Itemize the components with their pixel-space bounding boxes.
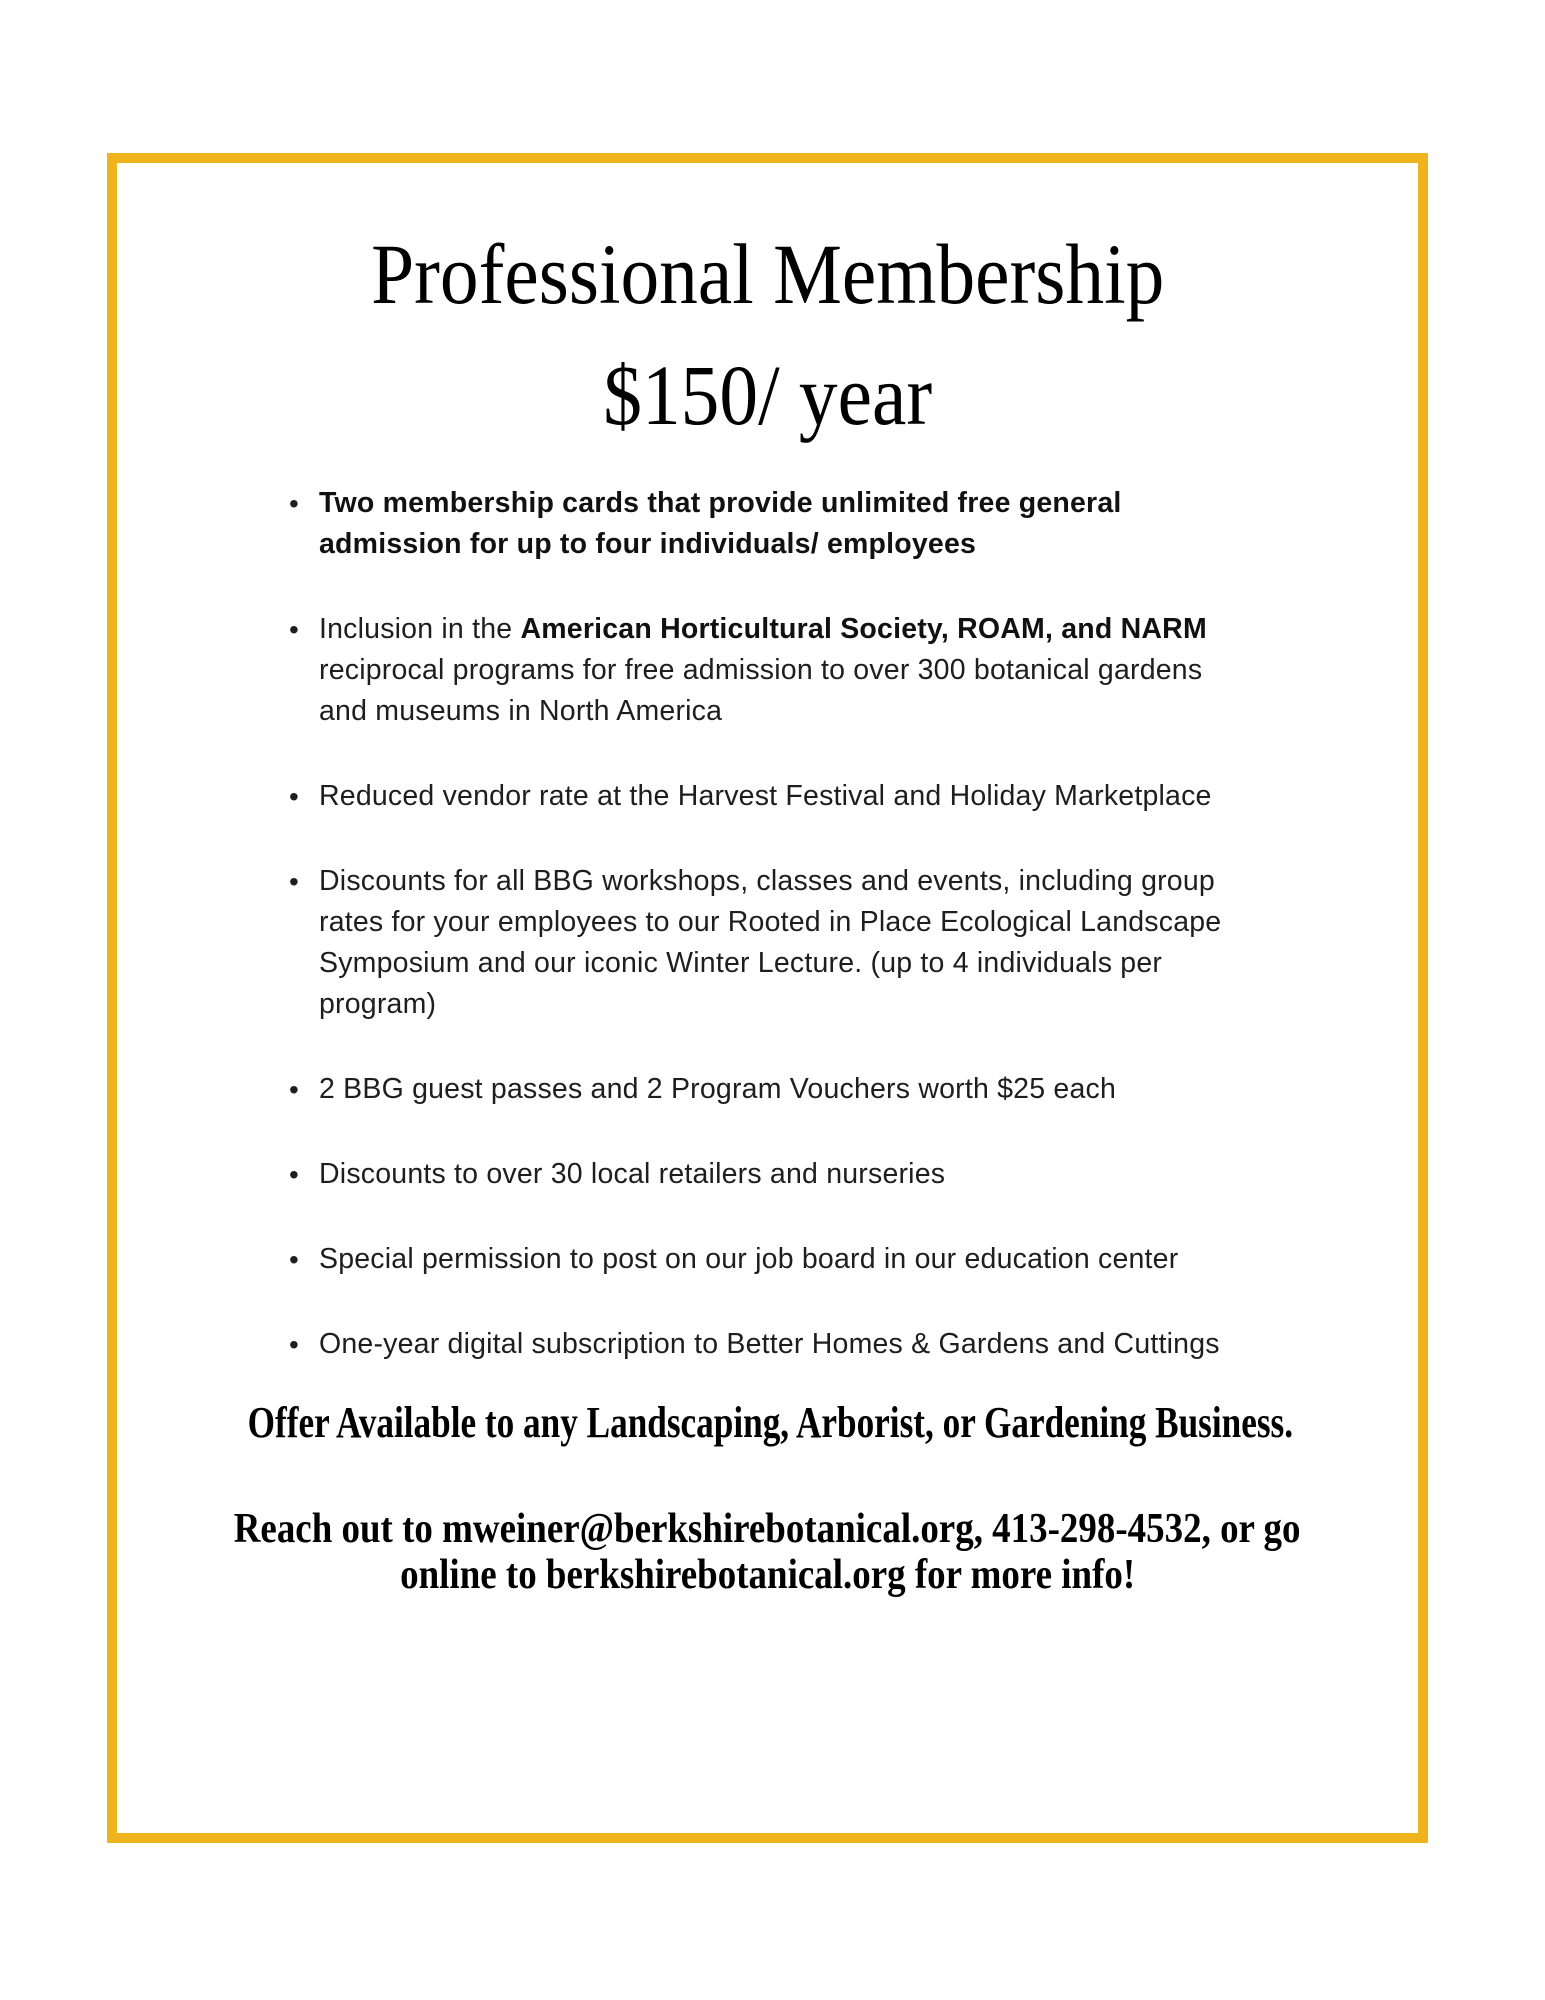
benefit-item xyxy=(287,1154,1237,1195)
benefit-text: One-year digital subscription to Better Homes & Gardens and Cuttings xyxy=(319,1328,1220,1360)
benefit-text: 2 BBG guest passes and 2 Program Vouchers worth $25 each xyxy=(319,1073,1116,1105)
benefit-text: Inclusion in the xyxy=(319,613,521,645)
offer-line: Offer Available to any Landscaping, Arborist, or Gardening Business. xyxy=(247,1398,1294,1447)
benefit-item xyxy=(287,483,1237,565)
benefit-text: Discounts to over 30 local retailers and nurseries xyxy=(319,1158,946,1190)
contact-line-2: online to berkshirebotanical.org for more info! xyxy=(399,1552,1136,1598)
title-line-2: $150/ year xyxy=(603,347,932,443)
benefit-item xyxy=(287,1239,1237,1280)
contact-line-1: Reach out to mweiner@berkshirebotanical.org, 413-298-4532, or go xyxy=(234,1506,1301,1552)
benefit-text: reciprocal programs for free admission to over 300 botanical gardens and museums in North America xyxy=(319,654,1203,727)
flyer-title xyxy=(117,214,1418,456)
gold-border-frame xyxy=(107,153,1428,1843)
title-line-1: Professional Membership xyxy=(370,226,1165,322)
benefit-text: Reduced vendor rate at the Harvest Festival and Holiday Marketplace xyxy=(319,780,1212,812)
benefit-text-bold: Two membership cards that provide unlimited free general admission for up to four individuals/ employees xyxy=(319,487,1122,560)
benefit-text: Discounts for all BBG workshops, classes and events, including group rates for your employees to our Rooted in Place Ecological Landscape Symposium and our iconic Winter Lecture. (up to 4 individuals per program) xyxy=(319,865,1222,1020)
benefit-item xyxy=(287,1324,1237,1365)
benefits-list xyxy=(287,483,1237,1365)
benefit-text: Special permission to post on our job board in our education center xyxy=(319,1243,1179,1275)
benefit-text-bold: American Horticultural Society, ROAM, and NARM xyxy=(520,613,1207,645)
benefit-item xyxy=(287,776,1237,817)
benefit-item xyxy=(287,1069,1237,1110)
benefit-item xyxy=(287,861,1237,1025)
contact-block xyxy=(117,1506,1418,1598)
benefit-item xyxy=(287,609,1237,732)
